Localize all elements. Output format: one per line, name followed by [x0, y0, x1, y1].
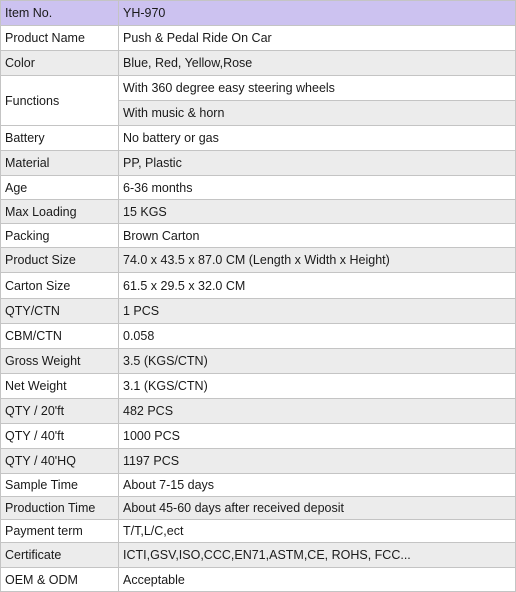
table-row-item-no [1, 1, 516, 26]
table-row-age [1, 176, 516, 200]
row-label: CBM/CTN [1, 324, 119, 349]
row-value: Blue, Red, Yellow,Rose [119, 51, 516, 76]
row-value: 0.058 [119, 324, 516, 349]
row-label: Production Time [1, 497, 119, 520]
row-label: Product Size [1, 248, 119, 273]
row-value: 3.5 (KGS/CTN) [119, 349, 516, 374]
row-label: QTY / 20'ft [1, 399, 119, 424]
row-value: Brown Carton [119, 224, 516, 248]
table-row-carton-size [1, 273, 516, 299]
row-value: 6-36 months [119, 176, 516, 200]
table-row-qty-20ft [1, 399, 516, 424]
row-value: Push & Pedal Ride On Car [119, 26, 516, 51]
row-label: Age [1, 176, 119, 200]
table-row-oem-odm [1, 568, 516, 592]
row-label: Payment term [1, 520, 119, 543]
table-row-material [1, 151, 516, 176]
row-value: 1000 PCS [119, 424, 516, 449]
table-row-product-size [1, 248, 516, 273]
row-value: 1 PCS [119, 299, 516, 324]
row-value: 1197 PCS [119, 449, 516, 474]
table-row-payment-term [1, 520, 516, 543]
row-label: Battery [1, 126, 119, 151]
row-label: QTY/CTN [1, 299, 119, 324]
row-value: 74.0 x 43.5 x 87.0 CM (Length x Width x Height) [119, 248, 516, 273]
row-value: No battery or gas [119, 126, 516, 151]
table-row-battery [1, 126, 516, 151]
row-label: Packing [1, 224, 119, 248]
row-value: 3.1 (KGS/CTN) [119, 374, 516, 399]
row-value: With 360 degree easy steering wheels [119, 76, 516, 101]
row-label: Color [1, 51, 119, 76]
table-row-gross-weight [1, 349, 516, 374]
table-row-certificate [1, 543, 516, 568]
row-label: QTY / 40'HQ [1, 449, 119, 474]
row-label: Certificate [1, 543, 119, 568]
table-row-qty-ctn [1, 299, 516, 324]
table-row-packing [1, 224, 516, 248]
table-row-product-name [1, 26, 516, 51]
table-row-qty-40ft [1, 424, 516, 449]
row-value: About 7-15 days [119, 474, 516, 497]
row-value: T/T,L/C,ect [119, 520, 516, 543]
row-value: PP, Plastic [119, 151, 516, 176]
row-value: YH-970 [119, 1, 516, 26]
table-row-sample-time [1, 474, 516, 497]
row-label: QTY / 40'ft [1, 424, 119, 449]
row-value: Acceptable [119, 568, 516, 592]
row-value: 15 KGS [119, 200, 516, 224]
spec-table-body [1, 1, 516, 592]
row-label: Material [1, 151, 119, 176]
row-label: Net Weight [1, 374, 119, 399]
row-label: Sample Time [1, 474, 119, 497]
row-value: About 45-60 days after received deposit [119, 497, 516, 520]
row-label: Item No. [1, 1, 119, 26]
row-value: 61.5 x 29.5 x 32.0 CM [119, 273, 516, 299]
row-value: ICTI,GSV,ISO,CCC,EN71,ASTM,CE, ROHS, FCC... [119, 543, 516, 568]
table-row-production-time [1, 497, 516, 520]
row-label: Gross Weight [1, 349, 119, 374]
table-row-functions [1, 76, 516, 101]
row-label: OEM & ODM [1, 568, 119, 592]
table-row-cbm-ctn [1, 324, 516, 349]
table-row-max-loading [1, 200, 516, 224]
table-row-qty-40hq [1, 449, 516, 474]
row-label: Max Loading [1, 200, 119, 224]
row-label: Product Name [1, 26, 119, 51]
row-label: Functions [1, 76, 119, 126]
table-row-color [1, 51, 516, 76]
row-label: Carton Size [1, 273, 119, 299]
row-value: With music & horn [119, 101, 516, 126]
table-row-net-weight [1, 374, 516, 399]
row-value: 482 PCS [119, 399, 516, 424]
